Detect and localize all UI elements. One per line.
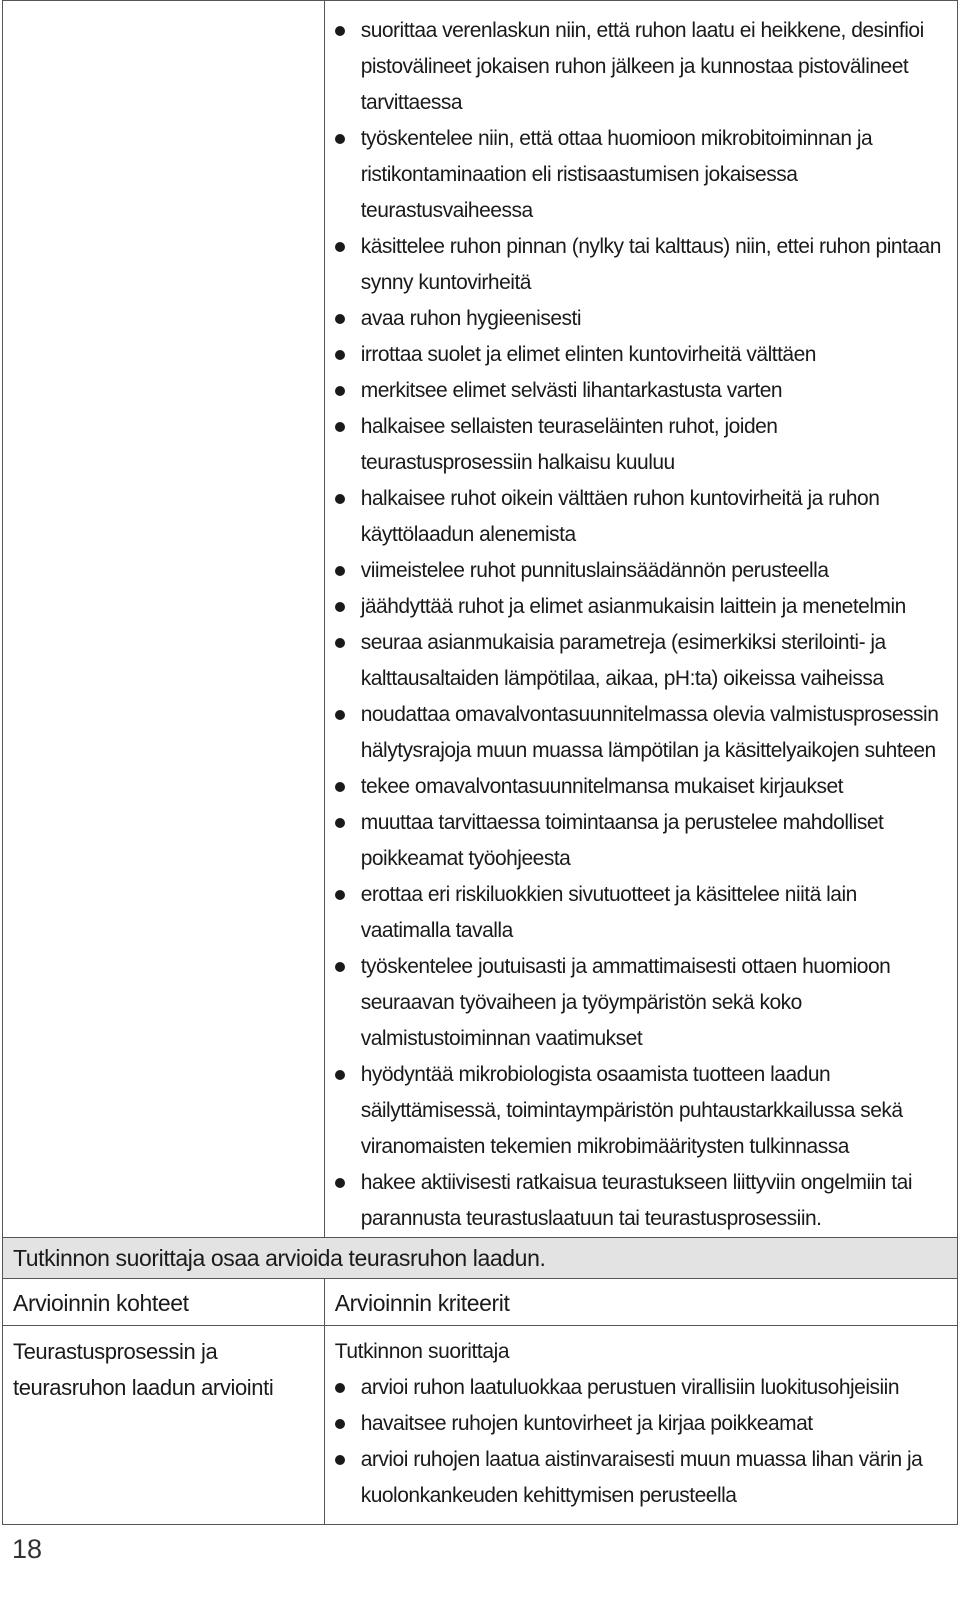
list-item: hakee aktiivisesti ratkaisua teurastukseen liittyviin ongelmiin tai parannusta teurastuslaatuun tai teurastusprosessiin. — [361, 1165, 947, 1237]
list-item: muuttaa tarvittaessa toimintaansa ja perustelee mahdolliset poikkeamat työohjeesta — [361, 805, 947, 877]
continued-row — [3, 1, 958, 1238]
criteria-list — [325, 1370, 957, 1514]
continued-criteria-cell — [324, 1, 957, 1238]
list-item: havaitsee ruhojen kuntovirheet ja kirjaa poikkeamat — [361, 1406, 947, 1442]
list-item: arvioi ruhon laatuluokkaa perustuen virallisiin luokitusohjeisiin — [361, 1370, 947, 1406]
assessment-table — [2, 0, 958, 1525]
list-item: noudattaa omavalvontasuunnitelmassa olevia valmistusprosessin hälytysrajoja muun muassa lämpötilan ja käsittelyaikojen suhteen — [361, 697, 947, 769]
list-item: työskentelee niin, että ottaa huomioon mikrobitoiminnan ja ristikontaminaation eli ristisaastumisen jokaisessa teurastusvaiheessa — [361, 121, 947, 229]
criteria-row — [3, 1326, 958, 1525]
list-item: erottaa eri riskiluokkien sivutuotteet ja käsittelee niitä lain vaatimalla tavalla — [361, 877, 947, 949]
list-item: jäähdyttää ruhot ja elimet asianmukaisin laittein ja menetelmin — [361, 589, 947, 625]
criteria-column-label: Arvioinnin kriteerit — [324, 1279, 957, 1326]
continued-criteria-list — [325, 1, 957, 1237]
list-item: seuraa asianmukaisia parametreja (esimerkiksi sterilointi- ja kalttausaltaiden lämpötilaa, aikaa, pH:ta) oikeissa vaiheissa — [361, 625, 947, 697]
list-item: irrottaa suolet ja elimet elinten kuntovirheitä välttäen — [361, 337, 947, 373]
criteria-intro: Tutkinnon suorittaja — [334, 1340, 510, 1363]
list-item: merkitsee elimet selvästi lihantarkastusta varten — [361, 373, 947, 409]
list-item: arvioi ruhojen laatua aistinvaraisesti muun muassa lihan värin ja kuolonkankeuden kehittymisen perusteella — [361, 1442, 947, 1514]
list-item: halkaisee ruhot oikein välttäen ruhon kuntovirheitä ja ruhon käyttölaadun alenemista — [361, 481, 947, 553]
list-item: viimeistelee ruhot punnituslainsäädännön perusteella — [361, 553, 947, 589]
targets-column-label: Arvioinnin kohteet — [3, 1279, 325, 1326]
list-item: työskentelee joutuisasti ja ammattimaisesti ottaen huomioon seuraavan työvaiheen ja työympäristön sekä koko valmistustoiminnan vaatimukset — [361, 949, 947, 1057]
list-item: avaa ruhon hygieenisesti — [361, 301, 947, 337]
section-heading: Tutkinnon suorittaja osaa arvioida teurasruhon laadun. — [3, 1238, 958, 1279]
criteria-cell — [324, 1326, 957, 1525]
section-heading-row — [3, 1238, 958, 1279]
list-item: suorittaa verenlaskun niin, että ruhon laatu ei heikkene, desinfioi pistovälineet jokaisen ruhon jälkeen ja kunnostaa pistovälineet tarvittaessa — [361, 13, 947, 121]
list-item: hyödyntää mikrobiologista osaamista tuotteen laadun säilyttämisessä, toimintaympäristön puhtaustarkkailussa sekä viranomaisten tekemien mikrobimääritysten tulkinnassa — [361, 1057, 947, 1165]
list-item: tekee omavalvontasuunnitelmansa mukaiset kirjaukset — [361, 769, 947, 805]
continued-target-cell — [3, 1, 325, 1238]
column-labels-row — [3, 1279, 958, 1326]
list-item: halkaisee sellaisten teuraseläinten ruhot, joiden teurastusprosessiin halkaisu kuuluu — [361, 409, 947, 481]
list-item: käsittelee ruhon pinnan (nylky tai kalttaus) niin, ettei ruhon pintaan synny kuntovirheitä — [361, 229, 947, 301]
page-number: 18 — [12, 1534, 43, 1564]
assessment-target: Teurastusprosessin ja teurasruhon laadun arviointi — [3, 1326, 325, 1525]
